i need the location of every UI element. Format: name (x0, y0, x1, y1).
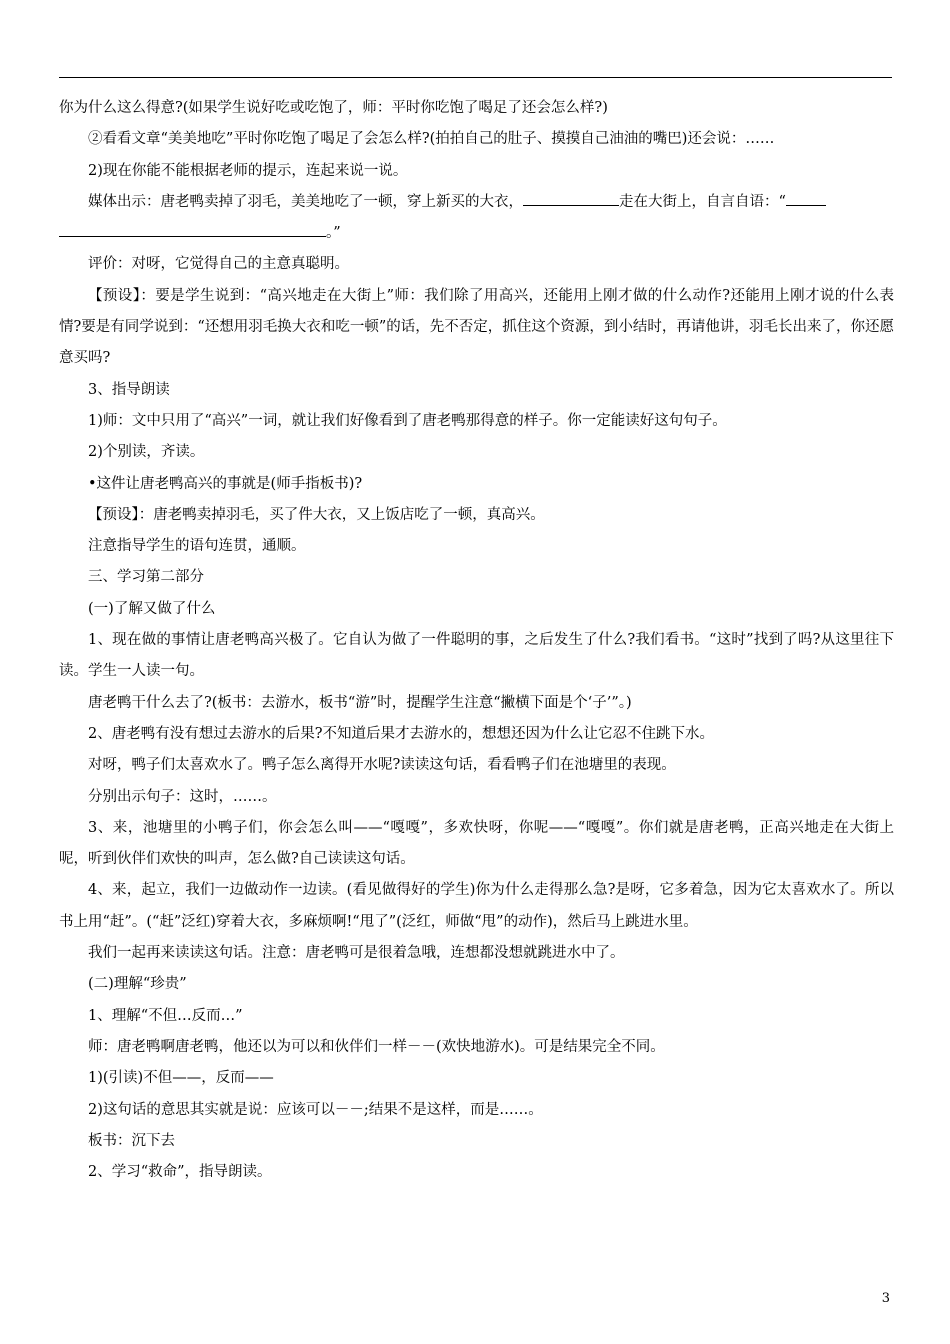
paragraph: 你为什么这么得意?(如果学生说好吃或吃饱了，师：平时你吃饱了喝足了还会怎么样?) (59, 100, 608, 116)
paragraph: 1)(引读)不但——，反而—— (88, 1070, 274, 1087)
paragraph-media-prompt (59, 187, 894, 218)
section-heading: 3、指导朗读 (88, 381, 170, 398)
paragraph: 2)这句话的意思其实就是说：应该可以－－;结果不是这样，而是……。 (88, 1101, 543, 1118)
paragraph: 注意指导学生的语句连贯，通顺。 (88, 538, 306, 555)
paragraph: 1)师：文中只用了“高兴”一词，就让我们好像看到了唐老鸭那得意的样子。你一定能读好这句句子。 (88, 412, 727, 429)
paragraph: 我们一起再来读读这句话。注意：唐老鸭可是很着急哦，连想都没想就跳进水中了。 (88, 945, 625, 962)
media-prompt-text: 媒体出示：唐老鸭卖掉了羽毛，美美地吃了一顿，穿上新买的大衣， (88, 193, 523, 210)
paragraph: 【预设】：要是学生说到：“高兴地走在大街上”师：我们除了用高兴，还能用上刚才做的什么动作?还能用上刚才说的什么表情?要是有同学说到：“还想用羽毛换大衣和吃一顿”的话，先不否定，抓住这个资源，到小结时，再请他讲，羽毛长出来了，你还愿意买吗? (59, 287, 894, 367)
paragraph-blank-line (59, 218, 894, 249)
paragraph: 3、来，池塘里的小鸭子们，你会怎么叫——“嘎嘎”，多欢快呀，你呢——“嘎嘎”。你们就是唐老鸭，正高兴地走在大街上呢，听到伙伴们欢快的叫声，怎么做?自己读读这句话。 (59, 819, 894, 868)
paragraph: ②看看文章“美美地吃”平时你吃饱了喝足了会怎么样?(拍拍自己的肚子、摸摸自己油油的嘴巴)还会说：…… (88, 131, 775, 148)
section-heading: 三、学习第二部分 (88, 569, 204, 586)
page-number: 3 (881, 1291, 890, 1306)
paragraph: 唐老鸭干什么去了?(板书：去游水，板书“游”时，提醒学生注意“撇横下面是个‘子’”。) (88, 694, 632, 711)
paragraph: •这件让唐老鸭高兴的事就是(师手指板书)? (88, 475, 363, 492)
paragraph: 板书：沉下去 (88, 1132, 175, 1149)
paragraph: 【预设】：唐老鸭卖掉羽毛，买了件大衣，又上饭店吃了一顿，真高兴。 (88, 506, 545, 523)
paragraph: 2、学习“救命”，指导朗读。 (88, 1164, 272, 1181)
paragraph: 2)现在你能不能根据老师的提示，连起来说一说。 (88, 162, 408, 179)
paragraph: 4、来，起立，我们一边做动作一边读。(看见做得好的学生)你为什么走得那么急?是呀，它多着急，因为它太喜欢水了。所以书上用“赶”。(“赶”泛红)穿着大衣，多麻烦啊!“甩了”(泛红，师做“甩”的动作)，然后马上跳进水里。 (59, 882, 894, 930)
media-prompt-text-2: 走在大街上，自言自语：“ (619, 193, 786, 210)
header-rule (59, 77, 892, 78)
blank-end-text: 。” (326, 225, 341, 242)
fill-blank (786, 189, 826, 206)
subsection-heading: (一)了解又做了什么 (88, 600, 216, 617)
paragraph: 2)个别读，齐读。 (88, 444, 205, 461)
paragraph: 分别出示句子：这时，……。 (88, 788, 277, 805)
paragraph: 对呀，鸭子们太喜欢水了。鸭子怎么离得开水呢?读读这句话，看看鸭子们在池塘里的表现。 (88, 757, 676, 774)
paragraph: 2、唐老鸭有没有想过去游水的后果?不知道后果才去游水的，想想还因为什么让它忍不住跳下水。 (88, 725, 714, 742)
fill-blank (523, 189, 619, 206)
paragraph: 评价：对呀，它觉得自己的主意真聪明。 (88, 256, 349, 273)
paragraph: 师：唐老鸭啊唐老鸭，他还以为可以和伙伴们一样－－(欢快地游水)。可是结果完全不同。 (88, 1038, 665, 1055)
subsection-heading: (二)理解“珍贵” (88, 976, 187, 993)
paragraph: 1、理解“不但…反而…” (88, 1007, 243, 1024)
document-body (59, 93, 894, 1188)
fill-blank (59, 220, 326, 237)
paragraph: 1、现在做的事情让唐老鸭高兴极了。它自认为做了一件聪明的事，之后发生了什么?我们看书。“这时”找到了吗?从这里往下读。学生一人读一句。 (59, 632, 894, 680)
